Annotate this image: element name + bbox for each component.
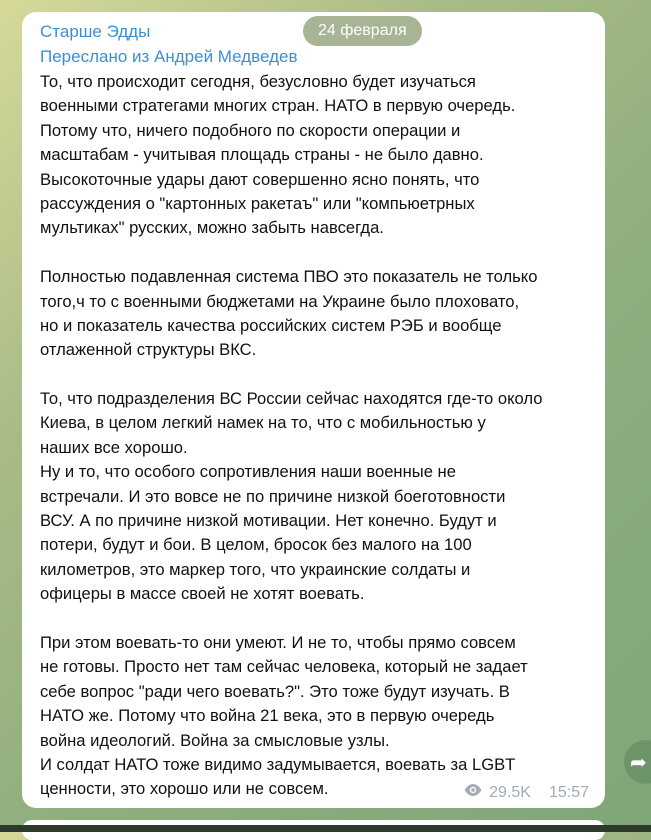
- share-arrow-icon: ➦: [630, 751, 647, 774]
- view-count: 29.5K: [489, 783, 531, 801]
- forwarded-from[interactable]: Переслано из Андрей Медведев: [40, 47, 298, 66]
- message-line: Ну и то, что особого сопротивления наши военные не: [40, 462, 456, 482]
- message-line: война идеологий. Война за смысловые узлы.: [40, 730, 390, 750]
- message-line: того,ч то с военными бюджетами на Украине было плоховато,: [40, 291, 520, 311]
- message-line: военными стратегами многих стран. НАТО в первую очередь.: [40, 96, 516, 116]
- message-text: [40, 70, 600, 802]
- message-line: [40, 607, 600, 631]
- message-line: километров, это маркер того, что украинские солдаты и: [40, 559, 471, 579]
- message-line: [40, 363, 600, 387]
- message-line: масштабам - учитывая площадь страны - не было давно.: [40, 145, 484, 165]
- message-line: но и показатель качества российских систем РЭБ и вообще: [40, 315, 502, 335]
- message-line: себе вопрос "ради чего воевать?". Это тоже будут изучать. В: [40, 681, 510, 701]
- message-line: наших все хорошо.: [40, 437, 188, 457]
- message-line: И солдат НАТО тоже видимо задумывается, воевать за LGBT: [40, 754, 516, 774]
- message-line: мультиках" русских, можно забыть навсегда.: [40, 218, 384, 238]
- message-line: Потому что, ничего подобного по скорости операции и: [40, 120, 461, 140]
- bottom-bar: [0, 825, 651, 832]
- message-line: встречали. И это вовсе не по причине низкой боеготовности: [40, 486, 506, 506]
- message-line: Киева, в целом легкий намек на то, что с мобильностью у: [40, 413, 486, 433]
- message-line: потери, будут и бои. В целом, бросок без малого на 100: [40, 535, 472, 555]
- message-line: НАТО же. Потому что война 21 века, это в первую очередь: [40, 706, 495, 726]
- message-line: не готовы. Просто нет там сейчас человека, который не задает: [40, 657, 528, 677]
- eye-icon: [463, 783, 483, 802]
- message-line: Высокоточные удары дают совершенно ясно понять, что: [40, 169, 480, 189]
- message-line: При этом воевать-то они умеют. И не то, чтобы прямо совсем: [40, 632, 516, 652]
- message-line: отлаженной структуры ВКС.: [40, 340, 257, 360]
- date-badge: 24 февраля: [303, 16, 422, 46]
- message-line: ценности, это хорошо или не совсем.: [40, 779, 329, 799]
- message-line: То, что происходит сегодня, безусловно будет изучаться: [40, 72, 476, 91]
- message-line: рассуждения о "картонных ракетаъ" или "компьюетрных: [40, 193, 475, 213]
- message-line: ВСУ. А по причине низкой мотивации. Нет конечно. Будут и: [40, 511, 497, 531]
- channel-name[interactable]: Старше Эдды: [40, 22, 151, 41]
- message-line: Полностью подавленная система ПВО это показатель не только: [40, 267, 538, 287]
- message-meta: [463, 783, 589, 802]
- share-button[interactable]: [624, 740, 651, 784]
- message-line: [40, 241, 600, 265]
- message-time: 15:57: [548, 783, 589, 801]
- message-line: офицеры в массе своей не хотят воевать.: [40, 584, 365, 604]
- message-line: То, что подразделения ВС России сейчас находятся где-то около: [40, 389, 543, 409]
